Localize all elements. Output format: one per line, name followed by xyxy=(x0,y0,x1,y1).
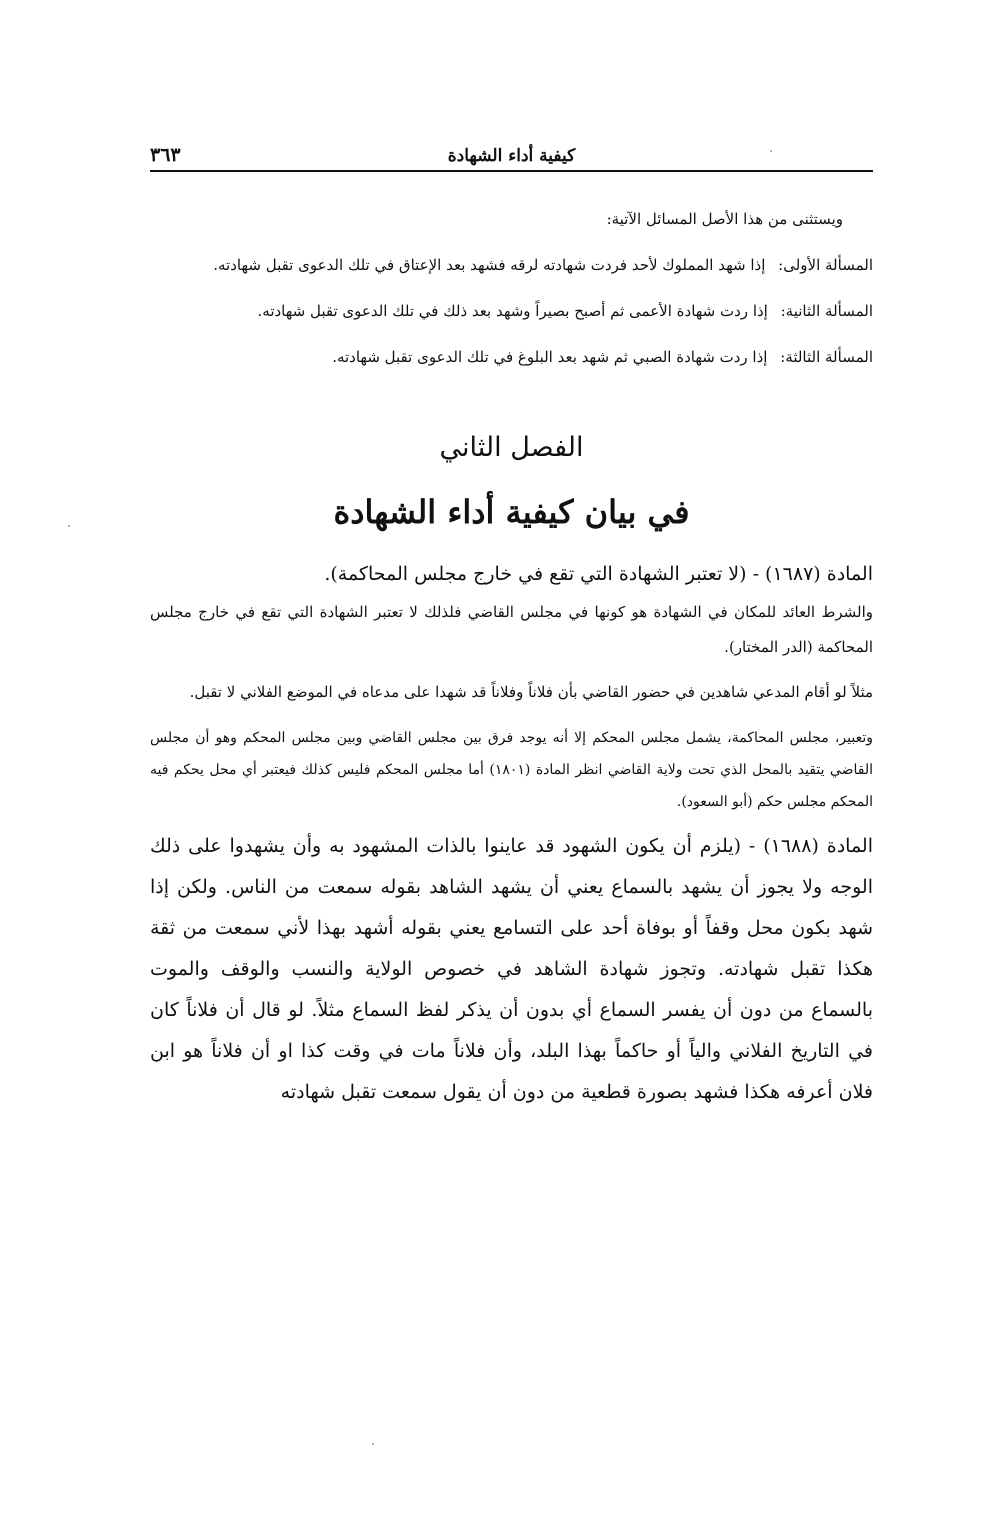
note-paragraph: وتعبير، مجلس المحاكمة، يشمل مجلس المحكم إلا أنه يوجد فرق بين مجلس القاضي وبين مجلس المحكم وهو أن مجلس القاضي يتقيد بالمحل الذي تحت ولاية القاضي انظر المادة (١٨٠١) أما مجلس المحكم فليس كذلك فيعتبر أي محل يحكم فيه المحكم مجلس حكم (أبو السعود). xyxy=(150,730,873,810)
issue-text: إذا شهد المملوك لأحد فردت شهادته لرقه فشهد بعد الإعتاق في تلك الدعوى تقبل شهادته. xyxy=(213,256,766,274)
page-number: ٣٦٣ xyxy=(150,144,181,166)
commentary-paragraph: مثلاً لو أقام المدعي شاهدين في حضور القاضي بأن فلاناً وفلاناً قد شهدا على مدعاه في الموضع الفلاني لا تقبل. xyxy=(189,683,873,701)
issue-text: إذا ردت شهادة الصبي ثم شهد بعد البلوغ في تلك الدعوى تقبل شهادته. xyxy=(332,348,768,366)
chapter-title: الفصل الثاني xyxy=(439,432,584,463)
issue-text: إذا ردت شهادة الأعمى ثم أصبح بصيراً وشهد بعد ذلك في تلك الدعوى تقبل شهادته. xyxy=(257,302,768,320)
scan-speck xyxy=(372,1443,374,1445)
issue-2 xyxy=(150,294,873,328)
scan-speck xyxy=(68,525,70,527)
issue-label: المسألة الثالثة: xyxy=(780,348,873,366)
issue-1 xyxy=(150,248,873,282)
running-header xyxy=(150,140,873,172)
issue-3 xyxy=(150,340,873,374)
book-page xyxy=(150,140,873,1113)
issue-label: المسألة الثانية: xyxy=(780,302,873,320)
commentary-paragraph: والشرط العائد للمكان في الشهادة هو كونها في مجلس القاضي فلذلك لا تعتبر الشهادة التي تقع في خارج مجلس المحاكمة (الدر المختار). xyxy=(150,603,873,656)
article-1688: المادة (١٦٨٨) - (يلزم أن يكون الشهود قد عاينوا بالذات المشهود به وأن يشهدوا على ذلك الوجه ولا يجوز أن يشهد بالسماع يعني أن يشهد الشاهد بقوله سمعت من الناس. ولكن إذا شهد بكون محل وقفاً أو بوفاة أحد على التسامع يعني بقوله أشهد بهذا لأني سمعت من ثقة هكذا تقبل شهادته. وتجوز شهادة الشاهد في خصوص الولاية والنسب والوقف والموت بالسماع من دون أن يفسر السماع أي بدون أن يذكر لفظ السماع مثلاً. لو قال أن فلاناً كان في التاريخ الفلاني والياً أو حاكماً بهذا البلد، وأن فلاناً مات في وقت كذا او أن فلاناً هو ابن فلان أعرفه هكذا فشهد بصورة قطعية من دون أن يقول سمعت تقبل شهادته xyxy=(150,835,874,1103)
running-title: كيفية أداء الشهادة xyxy=(447,146,576,166)
intro-line: ويستثنى من هذا الأصل المسائل الآتية: xyxy=(606,210,843,228)
section-heading: في بيان كيفية أداء الشهادة xyxy=(333,493,690,531)
issue-label: المسألة الأولى: xyxy=(778,256,873,274)
article-1687: المادة (١٦٨٧) - (لا تعتبر الشهادة التي تقع في خارج مجلس المحاكمة). xyxy=(324,563,873,585)
